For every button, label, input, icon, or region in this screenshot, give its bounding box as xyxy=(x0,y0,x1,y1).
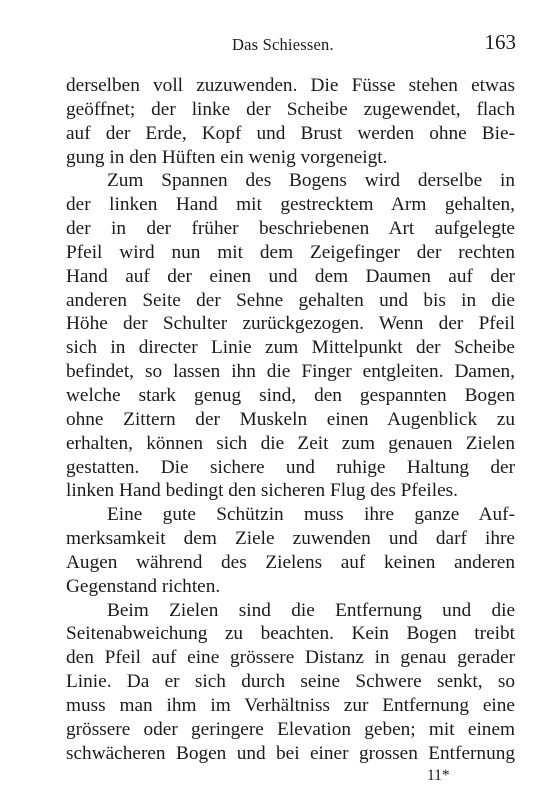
text-line: anderen Seite der Sehne gehalten und bis in die xyxy=(66,289,515,311)
text-line: Hand auf der einen und dem Daumen auf der xyxy=(66,265,515,287)
paragraph xyxy=(66,599,515,766)
page-header xyxy=(232,30,516,56)
text-line: den Pfeil auf eine grössere Distanz in genau gerader xyxy=(66,647,515,669)
text-line: linken Hand bedingt den sicheren Flug des Pfeiles. xyxy=(66,480,458,502)
text-line: ohne Zittern der Muskeln einen Augenblick zu xyxy=(66,408,515,430)
text-line: der linken Hand mit gestrecktem Arm gehalten, xyxy=(66,194,515,216)
page-number: 163 xyxy=(484,30,516,54)
paragraph xyxy=(66,169,515,503)
text-line: Pfeil wird nun mit dem Zeigefinger der rechten xyxy=(66,241,515,263)
text-line: derselben voll zuzuwenden. Die Füsse stehen etwas xyxy=(66,75,515,96)
text-line: schwächeren Bogen und bei einer grossen Entfernung xyxy=(66,742,515,764)
text-line: merksamkeit dem Ziele zuwenden und darf ihre xyxy=(66,528,515,550)
text-line: Zum Spannen des Bogens wird derselbe in xyxy=(107,170,515,192)
paragraph xyxy=(66,74,515,169)
text-line: der in der früher beschriebenen Art aufgelegte xyxy=(66,218,515,240)
paragraph xyxy=(66,503,515,598)
text-line: Linie. Da er sich durch seine Schwere senkt, so xyxy=(66,671,515,693)
text-line: gestatten. Die sichere und ruhige Haltung der xyxy=(66,456,515,478)
text-line: Eine gute Schützin muss ihre ganze Auf- xyxy=(107,504,515,526)
text-line: sich in directer Linie zum Mittelpunkt der Scheibe xyxy=(66,337,515,359)
text-line: Höhe der Schulter zurückgezogen. Wenn der Pfeil xyxy=(66,313,515,335)
text-line: gung in den Hüften ein wenig vorgeneigt. xyxy=(66,146,388,168)
text-line: befindet, so lassen ihn die Finger entgleiten. Damen, xyxy=(66,361,515,383)
text-line: Beim Zielen sind die Entfernung und die xyxy=(107,599,515,621)
text-line: Gegenstand richten. xyxy=(66,575,221,597)
text-line: grössere oder geringere Elevation geben; mit einem xyxy=(66,718,515,740)
text-line: auf der Erde, Kopf und Brust werden ohne Bie- xyxy=(66,122,515,144)
text-line: Seitenabweichung zu beachten. Kein Bogen treibt xyxy=(66,623,515,645)
text-line: geöffnet; der linke der Scheibe zugewendet, flach xyxy=(66,98,515,120)
signature-mark: 11* xyxy=(427,767,450,784)
text-line: Augen während des Zielens auf keinen anderen xyxy=(66,551,515,573)
text-line: erhalten, können sich die Zeit zum genauen Zielen xyxy=(66,432,515,454)
text-line: welche stark genug sind, den gespannten Bogen xyxy=(66,384,515,406)
text-line: muss man ihm im Verhältniss zur Entfernung eine xyxy=(66,694,515,716)
body-text xyxy=(66,74,515,765)
running-title: Das Schiessen. xyxy=(232,35,334,54)
